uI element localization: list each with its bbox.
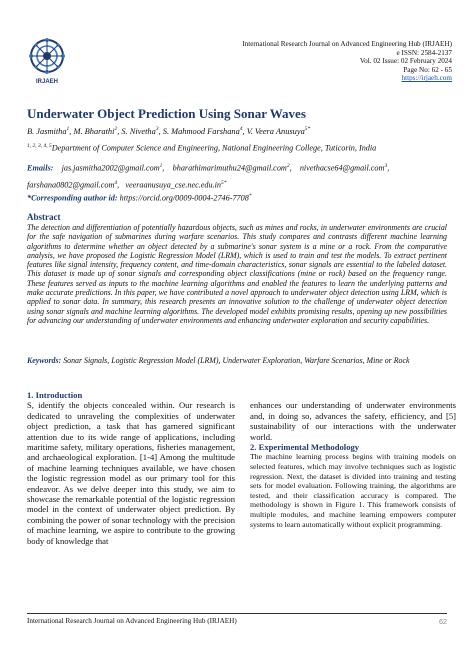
corresponding-label: *Corresponding author id: (27, 193, 118, 203)
section-heading-introduction: 1. Introduction (27, 390, 83, 400)
author: S. Mahmood Farshana (162, 126, 240, 136)
email[interactable]: farshana0802@gmail.com (27, 180, 115, 190)
affiliation: $^{1, 2, 3, 4, 5}$Department of Computer Science and Engineering, National Engineering College, Tuticorin, India (27, 143, 377, 153)
right-column (250, 390, 456, 529)
methodology-text: The machine learning process begins with training models on selected features, which may involve techniques such as logistic regression. Next, the dataset is divided into training and testing sets for model evaluation. Following training, the algorithms are tested, and their classification accuracy is compared. The methodology is shown in Figure 1. This framework consists of multiple modules, and machine learning empowers computer systems to learn automatically without explicit programming. (250, 452, 456, 529)
author-list: B. Jasmitha$^1$, M. Bharathi$^2$, S. Nivetha$^3$, S. Mahmood Farshana$^4$, V. Veera Anusuya$^{5*}$ (27, 126, 311, 136)
footer-journal: International Research Journal on Advanced Engineering Hub (IRJAEH) (27, 617, 237, 625)
section-heading-methodology: 2. Experimental Methodology (250, 442, 360, 453)
journal-header (202, 40, 452, 83)
left-column (27, 390, 235, 546)
email[interactable]: veeraanusuya_cse.nec.edu.in (125, 180, 222, 190)
volume-issue: Vol. 02 Issue: 02 February 2024 (359, 57, 452, 66)
introduction-text: S, identify the objects concealed within. Our research is dedicated to unraveling the complexities of underwater object prediction, a task that has garnered significant attention due to its wide range of applications, including maritime safety, military operations, fisheries management, and archaeological exploration. [1-4] Among the multitude of machine learning techniques available, we have chosen the logistic regression model as our primary tool for this endeavor. As we delve deeper into this study, we aim to showcase the remarkable potential of the logistic regression model in the context of underwater object prediction. By combining the power of sonar technology with the precision of machine learning, we aspire to contribute to the growing body of knowledge that (27, 400, 235, 546)
author: B. Jasmitha (27, 126, 67, 136)
footer-divider (27, 613, 447, 614)
abstract-text: The detection and differentiation of potentially hazardous objects, such as mines and rocks, in underwater environments are crucial for the safe navigation of submarines during warfare scenarios. This study compares and contrasts different machine learning algorithms to determine whether an object detected by a submarine's sonar system is a mine or a rock. From the comparative analysis, we have proposed the Logistic Regression Model (LRM), which is used to train and test the models. To extract pertinent features like signal intensity, frequency content, and time-domain characteristics, sonar signals are essential to the labeled dataset. This dataset is made up of sonar signals and corresponding object classifications (mine or rock) based on the frequency range. These features served as inputs to the machine learning algorithms and enabled the features to learn the underlying patterns and make accurate predictions. In this paper, we have contributed a novel approach to underwater object detection using LRM, which is applied to sonar data. In summary, this research presents an innovative solution to the challenge of underwater object detection using sonar signals and machine learning algorithms. The developed model exhibits promising results, opening up new possibilities for advancing our understanding of underwater environments and enhancing underwater exploration and security capabilities. (27, 223, 447, 325)
corresponding-author: *Corresponding author id: https://orcid.org/0009-0004-2746-7708* (27, 193, 252, 203)
orcid-link[interactable]: https://orcid.org/0009-0004-2746-7708 (119, 193, 249, 203)
author: V. Veera Anusuya (246, 126, 305, 136)
page-number: 62 (439, 617, 447, 626)
logo-caption: IRJAEH (35, 79, 58, 85)
keywords-label: Keywords: (27, 356, 62, 365)
author: M. Bharathi (73, 126, 115, 136)
email[interactable]: jas.jasmitha2002@gmail.com (61, 163, 160, 173)
introduction-continued: enhances our understanding of underwater environments and, in doing so, advances the safety, efficiency, and [5] sustainability of our interactions with the underwater world. (250, 400, 456, 442)
paper-title: Underwater Object Prediction Using Sonar Waves (27, 106, 306, 121)
journal-link[interactable]: https://irjaeh.com (401, 74, 452, 83)
keywords-text: Sonar Signals, Logistic Regression Model (LRM), Underwater Exploration, Warfare Scenarios, Mine or Rock (63, 356, 410, 365)
emails-label: Emails: (27, 163, 54, 173)
journal-logo (28, 36, 66, 78)
page-range: Page No: 62 - 65 (403, 65, 452, 74)
abstract-heading: Abstract (27, 212, 61, 222)
globe-network-icon (28, 36, 66, 78)
email[interactable]: bharathimarimuthu24@gmail.com (172, 163, 287, 173)
email-list: Emails: jas.jasmitha2002@gmail.com$^1$, bharathimarimuthu24@gmail.com$^2$, nivethacse64@gmail.com$^3$, farshana0802@gmail.com$^4$, $veeraanusuya\_cse.nec.edu.in^{5*}$ (27, 163, 390, 190)
issn: e ISSN: 2584-2137 (396, 48, 452, 57)
author: S. Nivetha (121, 126, 156, 136)
journal-name: International Research Journal on Advanced Engineering Hub (IRJAEH) (242, 40, 452, 48)
email[interactable]: nivethacse64@gmail.com (299, 163, 385, 173)
keywords (27, 356, 447, 365)
